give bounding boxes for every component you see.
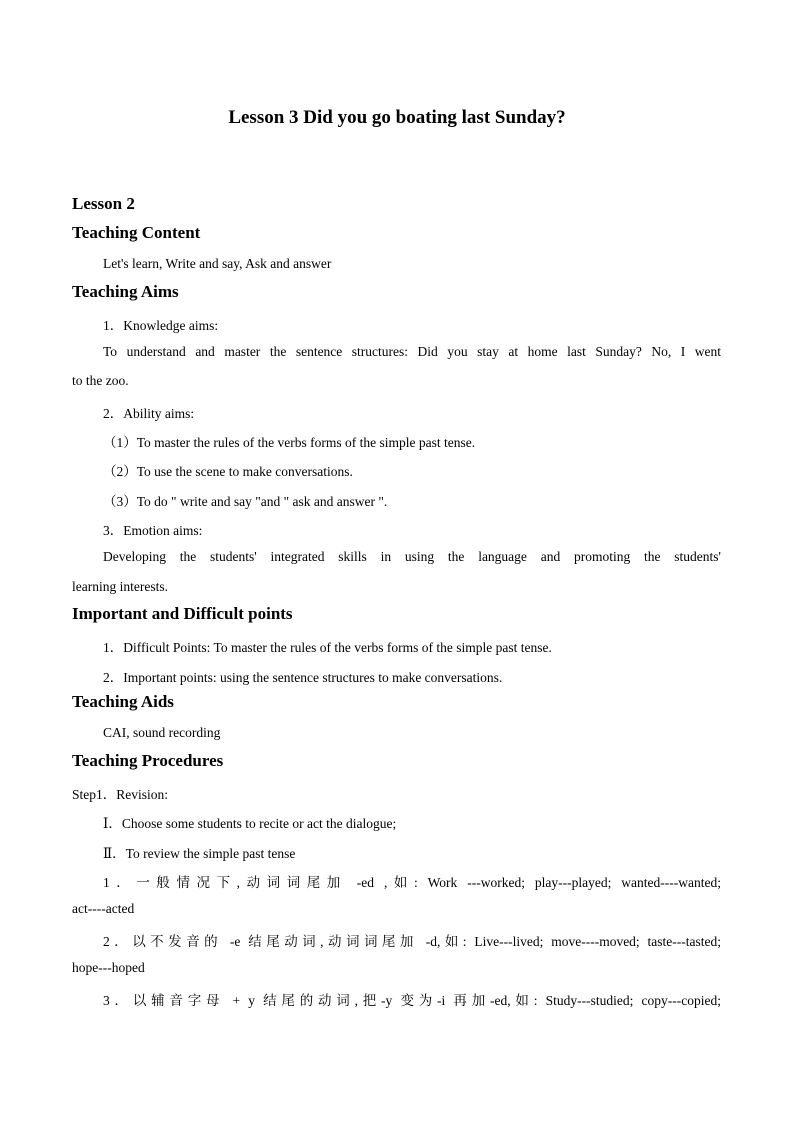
teaching-content-text: Let's learn, Write and say, Ask and answer bbox=[103, 256, 332, 271]
revision-item: Ⅰ．Choose some students to recite or act the dialogue; bbox=[103, 816, 397, 831]
revision-item: Ⅱ．To review the simple past tense bbox=[103, 846, 296, 861]
ability-aims-label: 2．Ability aims: bbox=[103, 406, 195, 421]
important-point: 2．Important points: using the sentence structures to make conversations. bbox=[103, 670, 503, 685]
knowledge-aims-label: 1．Knowledge aims: bbox=[103, 318, 219, 333]
document-title: Lesson 3 Did you go boating last Sunday? bbox=[228, 107, 566, 128]
rule-2-line-2: hope---hoped bbox=[72, 960, 145, 975]
important-difficult-heading: Important and Difficult points bbox=[72, 604, 293, 623]
rule-1-line-1: 1．一般情况下,动词词尾加 -ed ,如: Work ---worked; play---played; wanted----wanted; bbox=[103, 875, 721, 890]
teaching-aids-text: CAI, sound recording bbox=[103, 725, 221, 740]
ability-aim-item: （3）To do " write and say "and " ask and answer ". bbox=[103, 494, 388, 509]
teaching-procedures-heading: Teaching Procedures bbox=[72, 751, 224, 770]
teaching-aids-heading: Teaching Aids bbox=[72, 692, 174, 711]
step1-label: Step1．Revision: bbox=[72, 787, 169, 802]
difficult-point: 1．Difficult Points: To master the rules of the verbs forms of the simple past tense. bbox=[103, 640, 552, 655]
knowledge-aims-line-2: to the zoo. bbox=[72, 373, 129, 388]
ability-aim-item: （1）To master the rules of the verbs forms of the simple past tense. bbox=[103, 435, 476, 450]
ability-aim-item: （2）To use the scene to make conversations. bbox=[103, 464, 353, 479]
rule-2-line-1: 2．以不发音的 -e 结尾动词,动词词尾加 -d,如: Live---lived; move----moved; taste---tasted; bbox=[103, 934, 721, 949]
emotion-aims-label: 3．Emotion aims: bbox=[103, 523, 203, 538]
lesson-heading: Lesson 2 bbox=[72, 194, 135, 213]
teaching-content-heading: Teaching Content bbox=[72, 223, 201, 242]
knowledge-aims-line-1: To understand and master the sentence structures: Did you stay at home last Sunday? No, I went bbox=[103, 344, 721, 359]
teaching-aims-heading: Teaching Aims bbox=[72, 282, 179, 301]
rule-1-line-2: act----acted bbox=[72, 901, 135, 916]
rule-3-line-1: 3．以辅音字母 + y 结尾的动词,把-y 变为-i 再加-ed,如: Study---studied; copy---copied; bbox=[103, 993, 721, 1008]
emotion-aims-line-1: Developing the students' integrated skills in using the language and promoting the students' bbox=[103, 549, 721, 564]
emotion-aims-line-2: learning interests. bbox=[72, 579, 168, 594]
